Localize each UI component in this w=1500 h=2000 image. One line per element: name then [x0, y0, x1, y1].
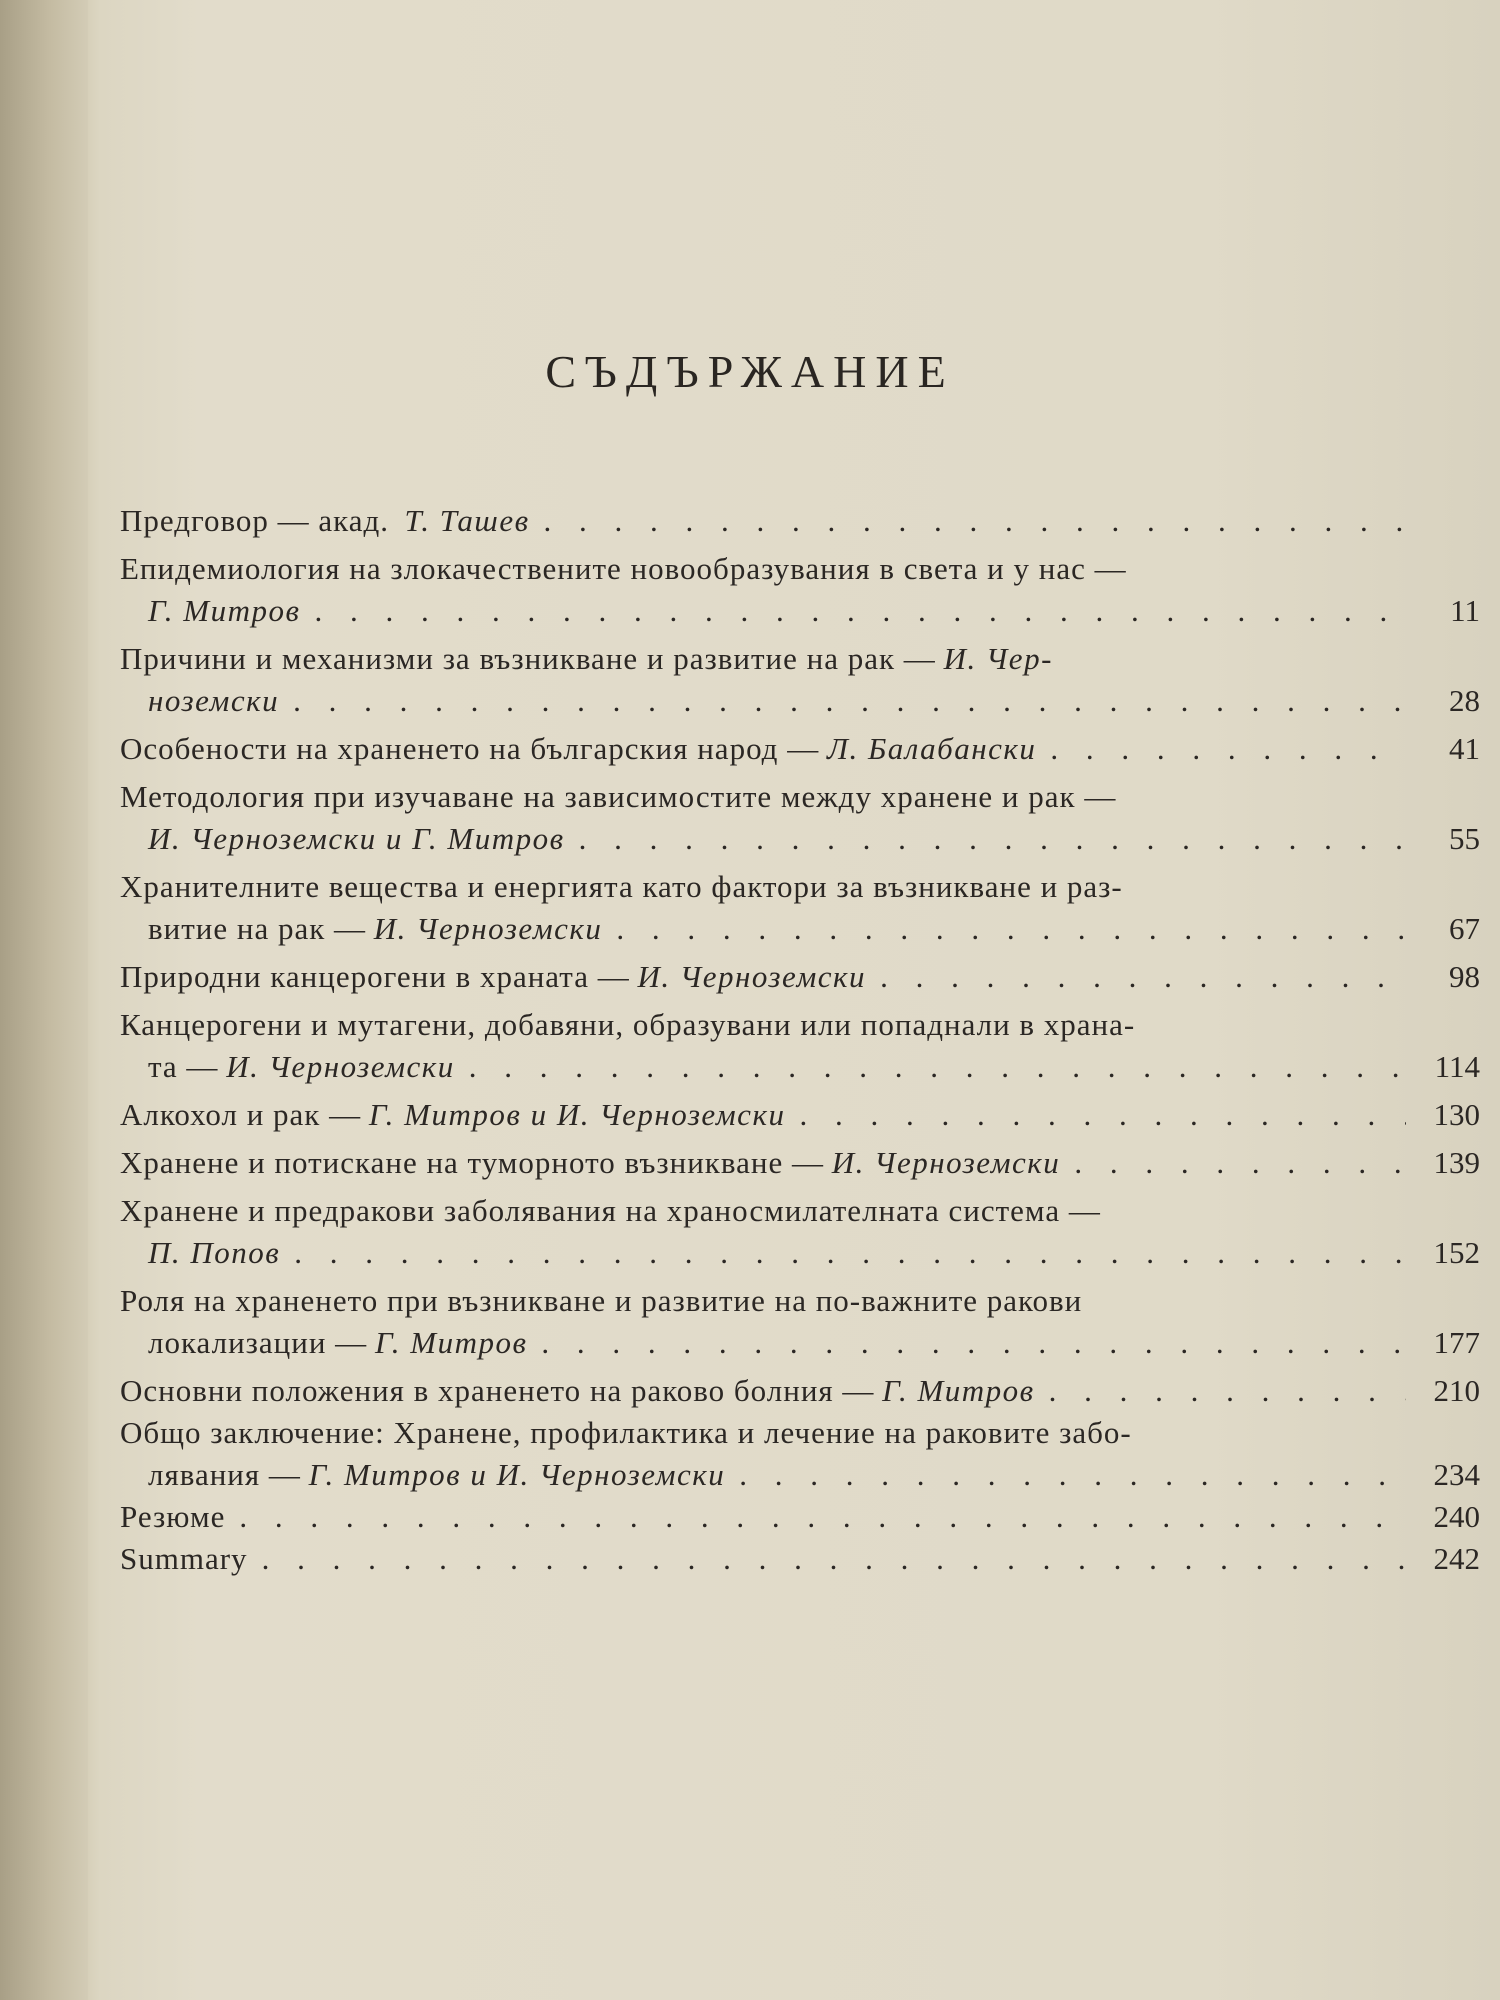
- toc-entry-title: Summary: [120, 1541, 248, 1576]
- toc-entry: [120, 1370, 1480, 1412]
- toc-entry-author: ноземски: [148, 683, 280, 718]
- page-title: СЪДЪРЖАНИЕ: [545, 346, 955, 397]
- toc-entry-title: Хранене и предракови заболявания на храносмилателната система —: [120, 1193, 1101, 1228]
- toc-entry-title: Хранителните вещества и енергията като фактори за възникване и раз-: [120, 869, 1123, 904]
- toc-entry: [120, 1094, 1480, 1136]
- toc-page-number: 11: [1450, 593, 1480, 628]
- toc-entry-author: П. Попов: [148, 1235, 281, 1270]
- dot-leader: [541, 1322, 1406, 1364]
- toc-page-number: 177: [1433, 1325, 1480, 1360]
- toc-entry: [120, 1412, 1480, 1496]
- toc-entry-author: Г. Митров: [148, 593, 301, 628]
- toc-entry: [120, 1004, 1480, 1088]
- toc-entry-title-cont: локализации —: [148, 1325, 368, 1360]
- toc-entry-title: Епидемиология на злокачествените новообразувания в света и у нас —: [120, 551, 1127, 586]
- toc-entry-title-cont: та —: [148, 1049, 219, 1084]
- toc-page-number: 55: [1449, 821, 1480, 856]
- toc-entry-title-cont: лявания —: [148, 1457, 301, 1492]
- toc-entry: [120, 1142, 1480, 1184]
- toc-entry-title: Общо заключение: Хранене, профилактика и лечение на раковите забо-: [120, 1415, 1132, 1450]
- toc-page-number: 152: [1433, 1235, 1480, 1270]
- toc-page-number: 130: [1433, 1097, 1480, 1132]
- book-binding-shadow: [0, 0, 88, 2000]
- toc-entry: [120, 1190, 1480, 1274]
- toc-entry: [120, 1538, 1480, 1580]
- toc-page-number: 98: [1449, 959, 1480, 994]
- dot-leader: [1074, 1142, 1406, 1184]
- dot-leader: [616, 908, 1406, 950]
- toc-entry-title: Алкохол и рак —: [120, 1097, 362, 1132]
- dot-leader: [314, 590, 1406, 632]
- toc-entry-title: Основни положения в храненето на раково болния —: [120, 1373, 875, 1408]
- toc-entry: [120, 728, 1480, 770]
- toc-entry-author: Г. Митров: [882, 1373, 1035, 1408]
- toc-entry: [120, 548, 1480, 632]
- toc-entry: [120, 1496, 1480, 1538]
- dot-leader: [579, 818, 1406, 860]
- toc-entry-author: И. Черноземски: [373, 911, 603, 946]
- toc-entry-title: Причини и механизми за възникване и развитие на рак —: [120, 641, 936, 676]
- toc-entry-title: Методология при изучаване на зависимостите между хранене и рак —: [120, 779, 1117, 814]
- dot-leader: [469, 1046, 1406, 1088]
- dot-leader: [294, 1232, 1406, 1274]
- toc-entry-author: Г. Митров: [374, 1325, 528, 1360]
- toc-entry: [120, 776, 1480, 860]
- dot-leader: [1049, 1370, 1406, 1412]
- toc-entry-title: Резюме: [120, 1499, 226, 1534]
- toc-entry: [120, 866, 1480, 950]
- toc-entry-title: Канцерогени и мутагени, добавяни, образувани или попаднали в храна-: [120, 1007, 1136, 1042]
- toc-entry-author: Т. Ташев: [404, 503, 530, 538]
- dot-leader: [799, 1094, 1406, 1136]
- dot-leader: [262, 1538, 1406, 1580]
- toc-entry: [120, 638, 1480, 722]
- toc-page-number: 41: [1449, 731, 1480, 766]
- toc-page-number: 242: [1433, 1541, 1480, 1576]
- dot-leader: [739, 1454, 1406, 1496]
- toc-page-number: 28: [1449, 683, 1480, 718]
- toc-entry-author: Г. Митров и И. Черноземски: [368, 1097, 786, 1132]
- toc-entry-author: Г. Митров и И. Черноземски: [308, 1457, 726, 1492]
- toc-entry-author: И. Черноземски: [226, 1049, 455, 1084]
- toc-entry-title: Особености на храненето на българския народ —: [120, 731, 820, 766]
- dot-leader: [544, 500, 1406, 542]
- toc-entry-title: Хранене и потискане на туморното възникване —: [120, 1145, 824, 1180]
- dot-leader: [880, 956, 1406, 998]
- dot-leader: [1050, 728, 1406, 770]
- toc-entry-title: Природни канцерогени в храната —: [120, 959, 630, 994]
- toc-entry-title: Предговор — акад.: [120, 503, 390, 538]
- toc-page-number: 139: [1433, 1145, 1480, 1180]
- dot-leader: [239, 1496, 1406, 1538]
- toc-page-number: 240: [1433, 1499, 1480, 1534]
- toc-entry-title: Роля на храненето при възникване и развитие на по-важните ракови: [120, 1283, 1083, 1318]
- toc-entry-author: Л. Балабански: [826, 731, 1037, 766]
- toc-page-number: 210: [1433, 1373, 1480, 1408]
- toc-entry: [120, 1280, 1480, 1364]
- toc-entry-author: И. Черноземски и Г. Митров: [148, 821, 565, 856]
- toc-entry-author: И. Черноземски: [831, 1145, 1061, 1180]
- toc-page-number: 234: [1433, 1457, 1480, 1492]
- table-of-contents: [120, 500, 1480, 1580]
- toc-entry: [120, 956, 1480, 998]
- toc-entry-author-part: И. Чер-: [943, 641, 1053, 676]
- toc-page-number: 114: [1434, 1049, 1480, 1084]
- toc-entry: [120, 500, 1480, 542]
- dot-leader: [293, 680, 1406, 722]
- toc-entry-author: И. Черноземски: [637, 959, 867, 994]
- toc-entry-title-cont: витие на рак —: [148, 911, 367, 946]
- toc-page-number: 67: [1449, 911, 1480, 946]
